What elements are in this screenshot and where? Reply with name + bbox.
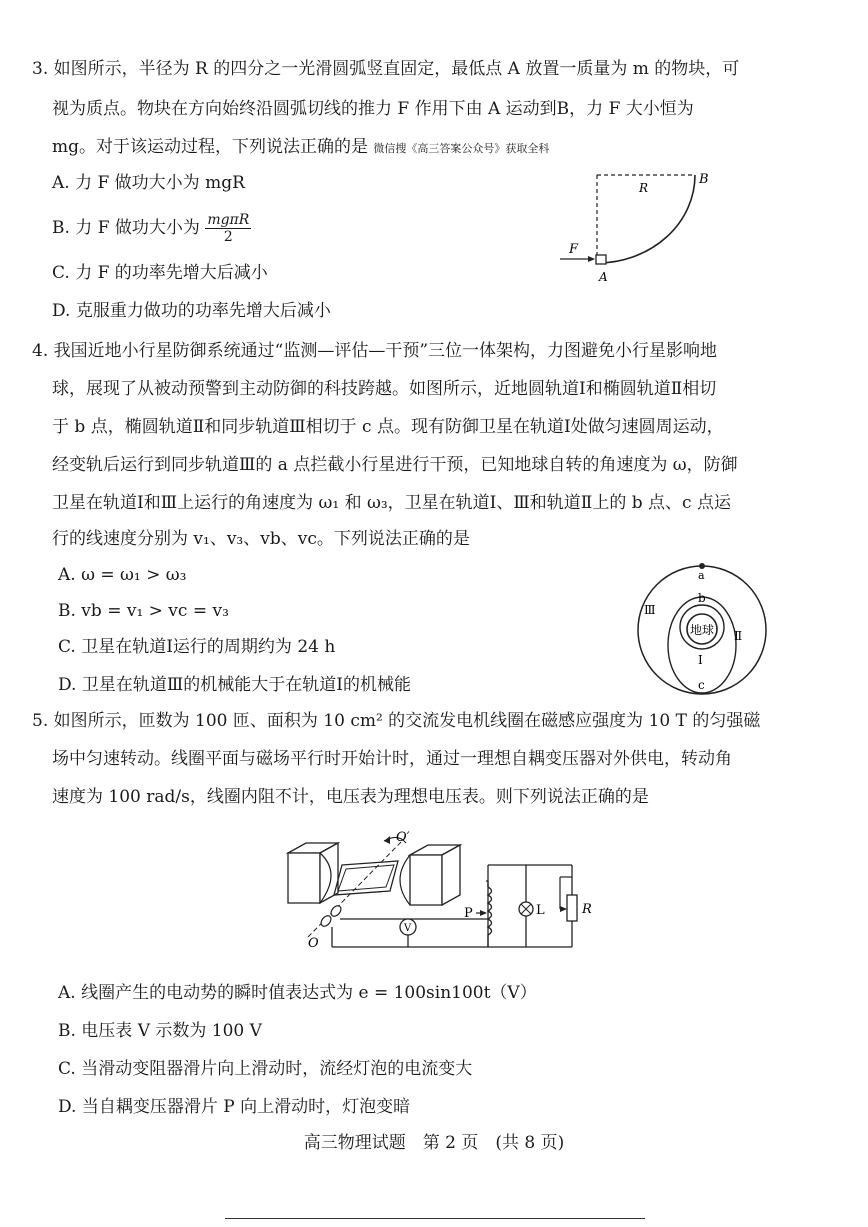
q5-line-3: 速度为 100 rad/s，线圈内阻不计，电压表为理想电压表。则下列说法正确的是	[52, 787, 649, 807]
q5-fig-label-v: V	[404, 923, 412, 934]
q5-line-1: 5. 如图所示，匝数为 100 匝、面积为 10 cm² 的交流发电机线圈在磁感应强度为 10 T 的匀强磁	[32, 711, 761, 731]
q4-fig-label-a: a	[698, 569, 705, 582]
q5-fig-label-r: R	[582, 902, 592, 917]
q4-line-2: 球，展现了从被动预警到主动防御的科技跨越。如图所示，近地圆轨道Ⅰ和椭圆轨道Ⅱ相切	[52, 379, 717, 399]
fraction-numerator: mgπR	[207, 212, 250, 228]
q3-fig-label-r: R	[639, 181, 649, 195]
q3-fig-label-a: A	[599, 270, 608, 284]
fraction-denominator: 2	[223, 229, 233, 245]
q3-option-b-prefix: B. 力 F 做功大小为	[52, 218, 200, 238]
q4-line-3: 于 b 点，椭圆轨道Ⅱ和同步轨道Ⅲ相切于 c 点。现有防御卫星在轨道Ⅰ处做匀速圆周运动，	[52, 417, 724, 437]
q4-fig-label-c: c	[698, 678, 705, 692]
q3-option-a: A. 力 F 做功大小为 mgR	[52, 173, 245, 193]
q3-fig-label-f: F	[569, 242, 579, 257]
q5-option-a: A. 线圈产生的电动势的瞬时值表达式为 e = 100sin100t（V）	[58, 983, 537, 1003]
q4-fig-label-b: b	[698, 591, 706, 605]
q3-line-1: 3. 如图所示，半径为 R 的四分之一光滑圆弧竖直固定，最低点 A 放置一质量为 m 的物块，可	[32, 59, 740, 79]
q3-option-b-fraction	[205, 212, 251, 245]
q5-fig-label-p: P	[464, 906, 473, 921]
q4-option-b: B. vb = v₁ > vc = v₃	[58, 601, 229, 621]
q5-option-c: C. 当滑动变阻器滑片向上滑动时，流经灯泡的电流变大	[58, 1059, 473, 1079]
q3-option-b	[52, 212, 251, 245]
q5-generator-figure	[280, 825, 600, 955]
q5-fig-label-o-bottom: O	[308, 936, 319, 951]
q4-option-d: D. 卫星在轨道Ⅲ的机械能大于在轨道Ⅰ的机械能	[58, 675, 411, 695]
q3-watermark: 微信搜《高三答案公众号》获取全科	[373, 142, 550, 155]
q5-option-d: D. 当自耦变压器滑片 P 向上滑动时，灯泡变暗	[58, 1097, 411, 1117]
q4-orbit-figure	[630, 560, 775, 700]
q4-fig-label-orbit-1: Ⅰ	[698, 653, 703, 667]
q3-fig-label-b: B	[699, 172, 709, 187]
q4-line-5: 卫星在轨道Ⅰ和Ⅲ上运行的角速度为 ω₁ 和 ω₃，卫星在轨道Ⅰ、Ⅲ和轨道Ⅱ上的 b 点、c 点运	[52, 493, 731, 513]
q4-line-4: 经变轨后运行到同步轨道Ⅲ的 a 点拦截小行星进行干预，已知地球自转的角速度为 ω，防御	[52, 455, 738, 475]
q4-fig-label-earth: 地球	[690, 623, 715, 637]
q3-option-c: C. 力 F 的功率先增大后减小	[52, 263, 268, 283]
q5-line-2: 场中匀速转动。线圈平面与磁场平行时开始计时，通过一理想自耦变压器对外供电，转动角	[52, 749, 732, 769]
q5-fig-label-o-top: O′	[396, 830, 410, 845]
q4-option-c: C. 卫星在轨道Ⅰ运行的周期约为 24 h	[58, 637, 336, 657]
q3-arc-figure	[555, 165, 730, 290]
q4-option-a: A. ω = ω₁ > ω₃	[58, 565, 187, 585]
bottom-divider	[225, 1218, 645, 1219]
q4-fig-label-orbit-2: Ⅱ	[734, 629, 743, 643]
q5-option-b: B. 电压表 V 示数为 100 V	[58, 1021, 262, 1041]
q4-fig-label-orbit-3: Ⅲ	[644, 603, 656, 617]
q3-line-3	[52, 136, 549, 160]
q5-fig-label-l: L	[536, 903, 545, 918]
q4-line-6: 行的线速度分别为 v₁、v₃、vb、vc。下列说法正确的是	[52, 529, 470, 549]
q3-line-3-text: mg。对于该运动过程，下列说法正确的是	[52, 137, 369, 157]
q3-option-d: D. 克服重力做功的功率先增大后减小	[52, 301, 331, 321]
q4-line-1: 4. 我国近地小行星防御系统通过“监测—评估—干预”三位一体架构，力图避免小行星影响地	[32, 341, 718, 361]
page-footer: 高三物理试题 第 2 页 (共 8 页)	[303, 1133, 565, 1153]
q3-line-2: 视为质点。物块在方向始终沿圆弧切线的推力 F 作用下由 A 运动到B，力 F 大小恒为	[52, 99, 694, 119]
